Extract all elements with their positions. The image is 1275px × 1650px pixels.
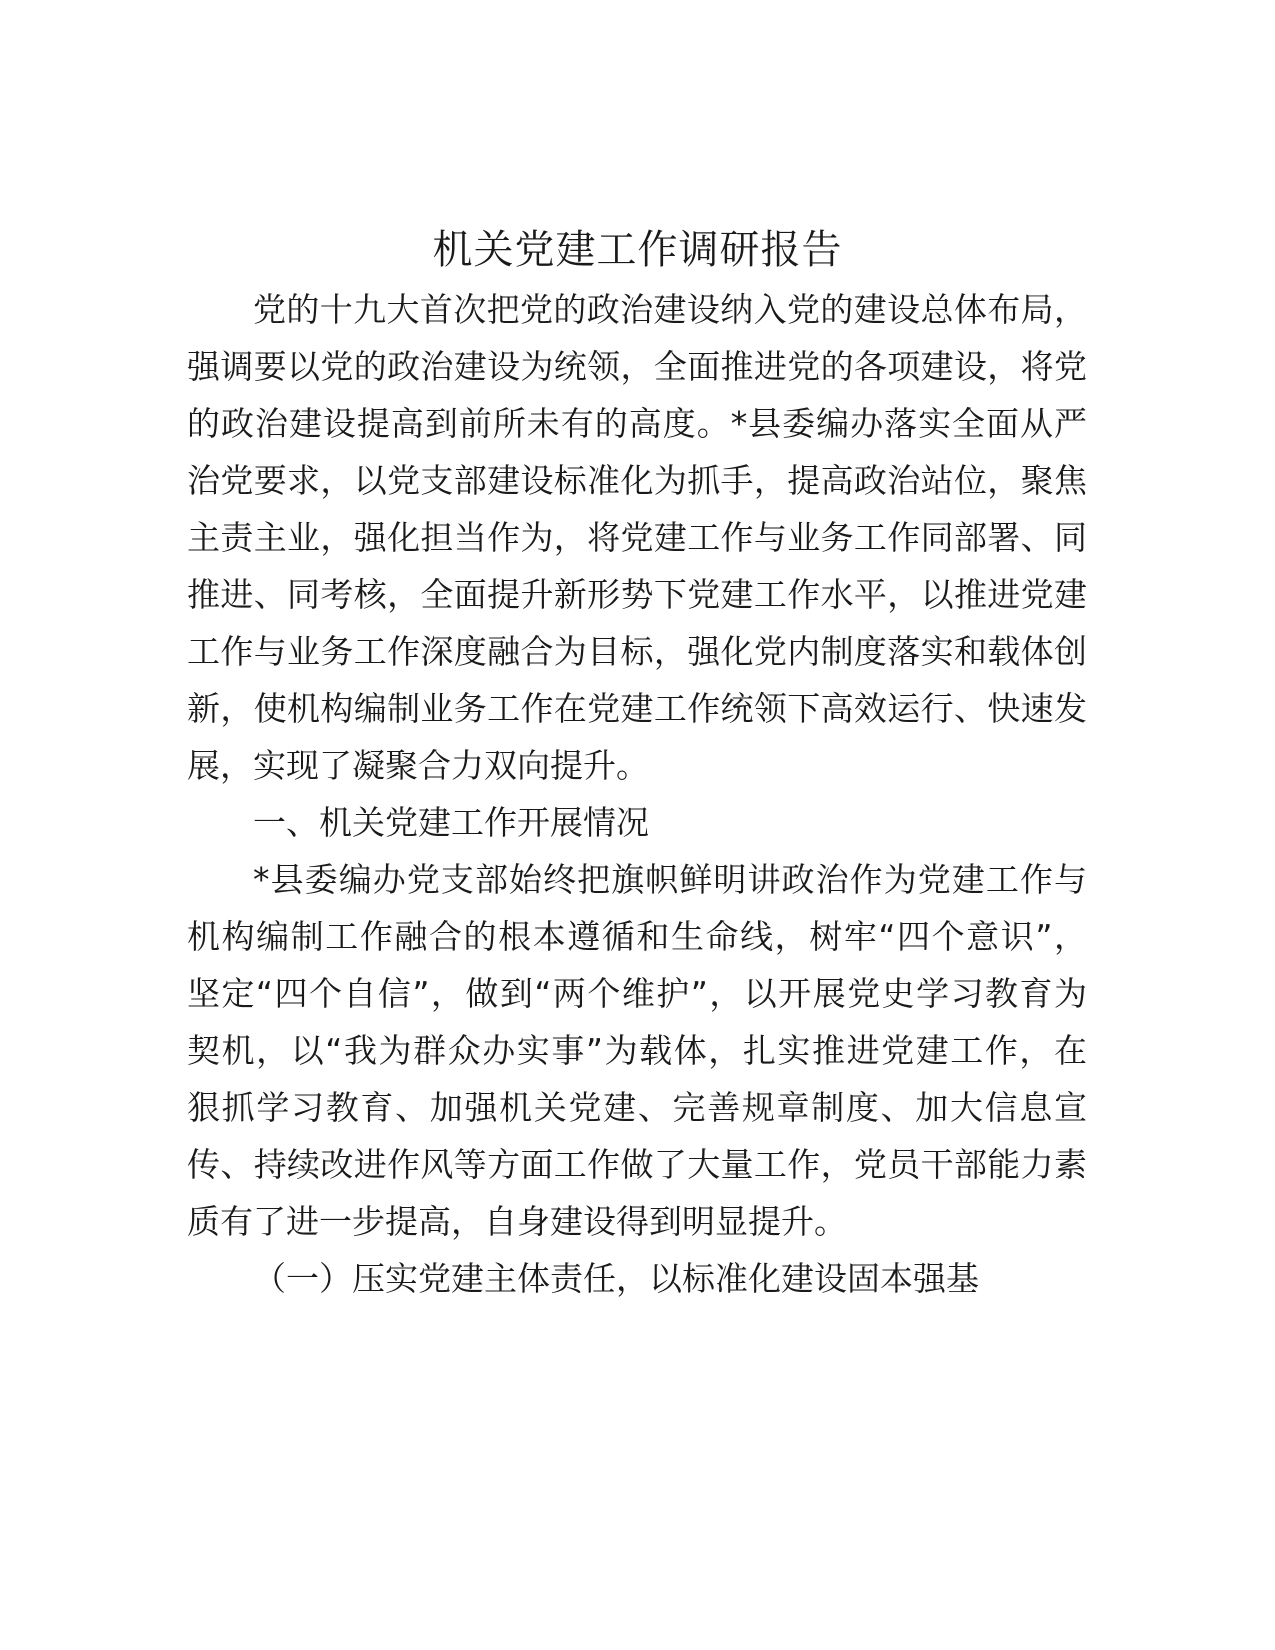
paragraph-1-line-6: 推进、同考核，全面提升新形势下党建工作水平，以推进党建: [187, 575, 1087, 614]
paragraph-2-line-3: 坚定“四个自信”，做到“两个维护”，以开展党史学习教育为: [187, 974, 1087, 1013]
section-heading-1: 一、机关党建工作开展情况: [253, 803, 649, 842]
paragraph-2-line-4: 契机，以“我为群众办实事”为载体，扎实推进党建工作，在: [187, 1031, 1087, 1070]
paragraph-1-line-7: 工作与业务工作深度融合为目标，强化党内制度落实和载体创: [187, 632, 1087, 671]
paragraph-1-line-4: 治党要求，以党支部建设标准化为抓手，提高政治站位，聚焦: [187, 461, 1087, 500]
section-heading-2: （一）压实党建主体责任，以标准化建设固本强基: [253, 1259, 979, 1298]
paragraph-2-line-1: *县委编办党支部始终把旗帜鲜明讲政治作为党建工作与: [253, 860, 1087, 899]
paragraph-1-line-5: 主责主业，强化担当作为，将党建工作与业务工作同部署、同: [187, 518, 1087, 557]
paragraph-1-line-3: 的政治建设提高到前所未有的高度。*县委编办落实全面从严: [187, 404, 1087, 443]
paragraph-2-line-2: 机构编制工作融合的根本遵循和生命线，树牢“四个意识”，: [187, 917, 1087, 956]
paragraph-1-line-8: 新，使机构编制业务工作在党建工作统领下高效运行、快速发: [187, 689, 1087, 728]
paragraph-1-line-2: 强调要以党的政治建设为统领，全面推进党的各项建设，将党: [187, 347, 1087, 386]
paragraph-2-line-7: 质有了进一步提高，自身建设得到明显提升。: [187, 1202, 847, 1241]
paragraph-2-line-5: 狠抓学习教育、加强机关党建、完善规章制度、加大信息宣: [187, 1088, 1087, 1127]
paragraph-1-line-1: 党的十九大首次把党的政治建设纳入党的建设总体布局，: [253, 290, 1087, 329]
paragraph-1-line-9: 展，实现了凝聚合力双向提升。: [187, 746, 649, 785]
paragraph-2-line-6: 传、持续改进作风等方面工作做了大量工作，党员干部能力素: [187, 1145, 1087, 1184]
document-title: 机关党建工作调研报告: [432, 227, 843, 273]
